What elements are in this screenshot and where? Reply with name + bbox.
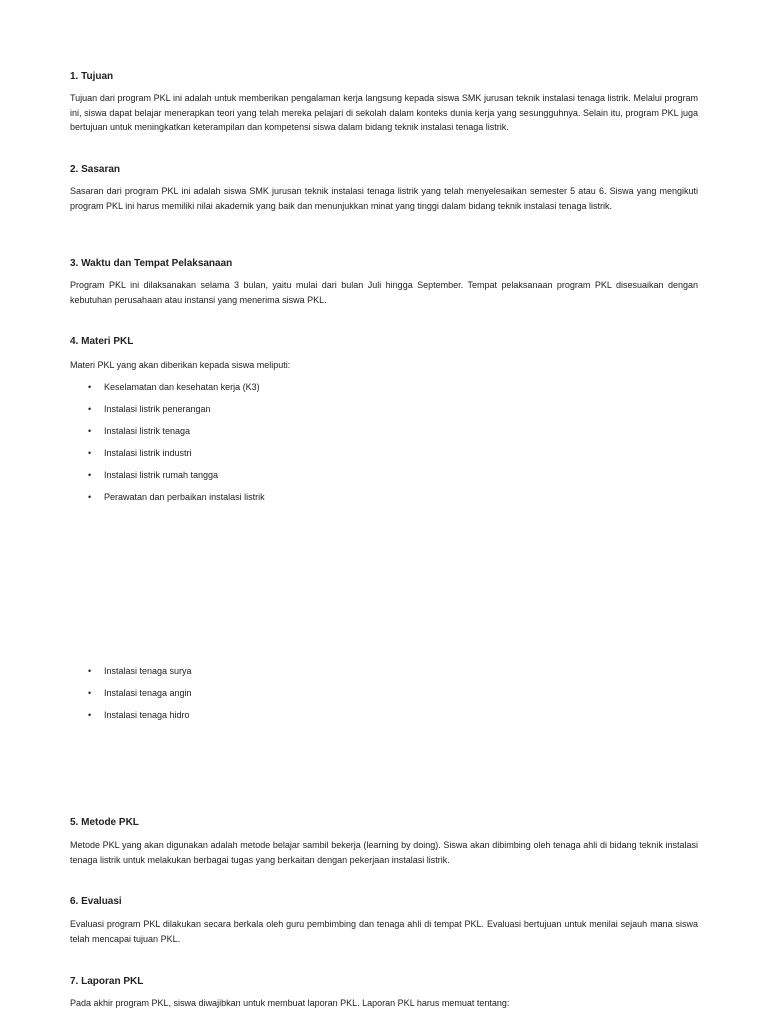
list-item	[70, 447, 265, 469]
bullet-icon: •	[88, 448, 92, 458]
bullet-icon: •	[88, 382, 92, 392]
list-item-text: Instalasi listrik rumah tangga	[104, 470, 219, 480]
section-heading-metode: 5. Metode PKL	[70, 817, 139, 828]
bullet-icon: •	[88, 666, 92, 676]
section-heading-sasaran: 2. Sasaran	[70, 164, 121, 175]
section-paragraph-waktu-tempat: Program PKL ini dilaksanakan selama 3 bulan, yaitu mulai dari bulan Juli hingga September. Tempat pelaksanaan program PKL disesuaikan dengan kebutuhan perusahaan atau instansi yang menerima siswa PKL.	[70, 280, 698, 305]
list-item	[70, 381, 265, 403]
section-paragraph-materi: Materi PKL yang akan diberikan kepada siswa meliputi:	[70, 360, 291, 370]
list-item-text: Instalasi listrik penerangan	[104, 404, 211, 414]
list-item	[70, 491, 265, 513]
list-item	[70, 425, 265, 447]
section-heading-waktu-tempat: 3. Waktu dan Tempat Pelaksanaan	[70, 258, 233, 269]
section-heading-materi: 4. Materi PKL	[70, 336, 134, 347]
list-item	[70, 665, 192, 687]
section-paragraph-laporan: Pada akhir program PKL, siswa diwajibkan untuk membuat laporan PKL. Laporan PKL harus memuat tentang:	[70, 998, 510, 1008]
section-paragraph-evaluasi: Evaluasi program PKL dilakukan secara berkala oleh guru pembimbing dan tenaga ahli di tempat PKL. Evaluasi bertujuan untuk menilai sejauh mana siswa telah mencapai tujuan PKL.	[70, 919, 698, 944]
list-item-text: Keselamatan dan kesehatan kerja (K3)	[104, 382, 260, 392]
list-item	[70, 403, 265, 425]
bullet-icon: •	[88, 688, 92, 698]
bullet-icon: •	[88, 492, 92, 502]
bullet-icon: •	[88, 710, 92, 720]
list-item-text: Instalasi listrik industri	[104, 448, 192, 458]
section-heading-tujuan: 1. Tujuan	[70, 71, 114, 82]
section-heading-laporan: 7. Laporan PKL	[70, 976, 144, 987]
section-paragraph-tujuan: Tujuan dari program PKL ini adalah untuk memberikan pengalaman kerja langsung kepada siswa SMK jurusan teknik instalasi tenaga listrik. Melalui program ini, siswa dapat belajar menerapkan teori yang telah mereka pelajari di sekolah dalam konteks dunia kerja yang sesungguhnya. Selain itu, program PKL juga bertujuan untuk meningkatkan keterampilan dan kompetensi siswa dalam bidang teknik instalasi tenaga listrik.	[70, 93, 698, 132]
section-heading-evaluasi: 6. Evaluasi	[70, 896, 122, 907]
list-item	[70, 687, 192, 709]
bullet-icon: •	[88, 426, 92, 436]
bullet-icon: •	[88, 470, 92, 480]
list-item-text: Instalasi listrik tenaga	[104, 426, 191, 436]
document-page	[70, 0, 698, 1024]
list-item	[70, 469, 265, 491]
section-paragraph-sasaran: Sasaran dari program PKL ini adalah siswa SMK jurusan teknik instalasi tenaga listrik yang telah menyelesaikan semester 5 atau 6. Siswa yang mengikuti program PKL ini harus memiliki nilai akademik yang baik dan menunjukkan minat yang tinggi dalam bidang teknik instalasi tenaga listrik.	[70, 186, 698, 211]
bullet-icon: •	[88, 404, 92, 414]
list-item-text: Instalasi tenaga surya	[104, 666, 192, 676]
list-item-text: Instalasi tenaga angin	[104, 688, 192, 698]
list-item-text: Instalasi tenaga hidro	[104, 710, 190, 720]
list-item-text: Perawatan dan perbaikan instalasi listrik	[104, 492, 265, 502]
materi-list-extra	[70, 665, 192, 731]
materi-list	[70, 381, 265, 513]
list-item	[70, 709, 192, 731]
section-paragraph-metode: Metode PKL yang akan digunakan adalah metode belajar sambil bekerja (learning by doing). Siswa akan dibimbing oleh tenaga ahli di bidang teknik instalasi tenaga listrik untuk melakukan berbagai tugas yang berkaitan dengan pekerjaan instalasi listrik.	[70, 840, 698, 865]
